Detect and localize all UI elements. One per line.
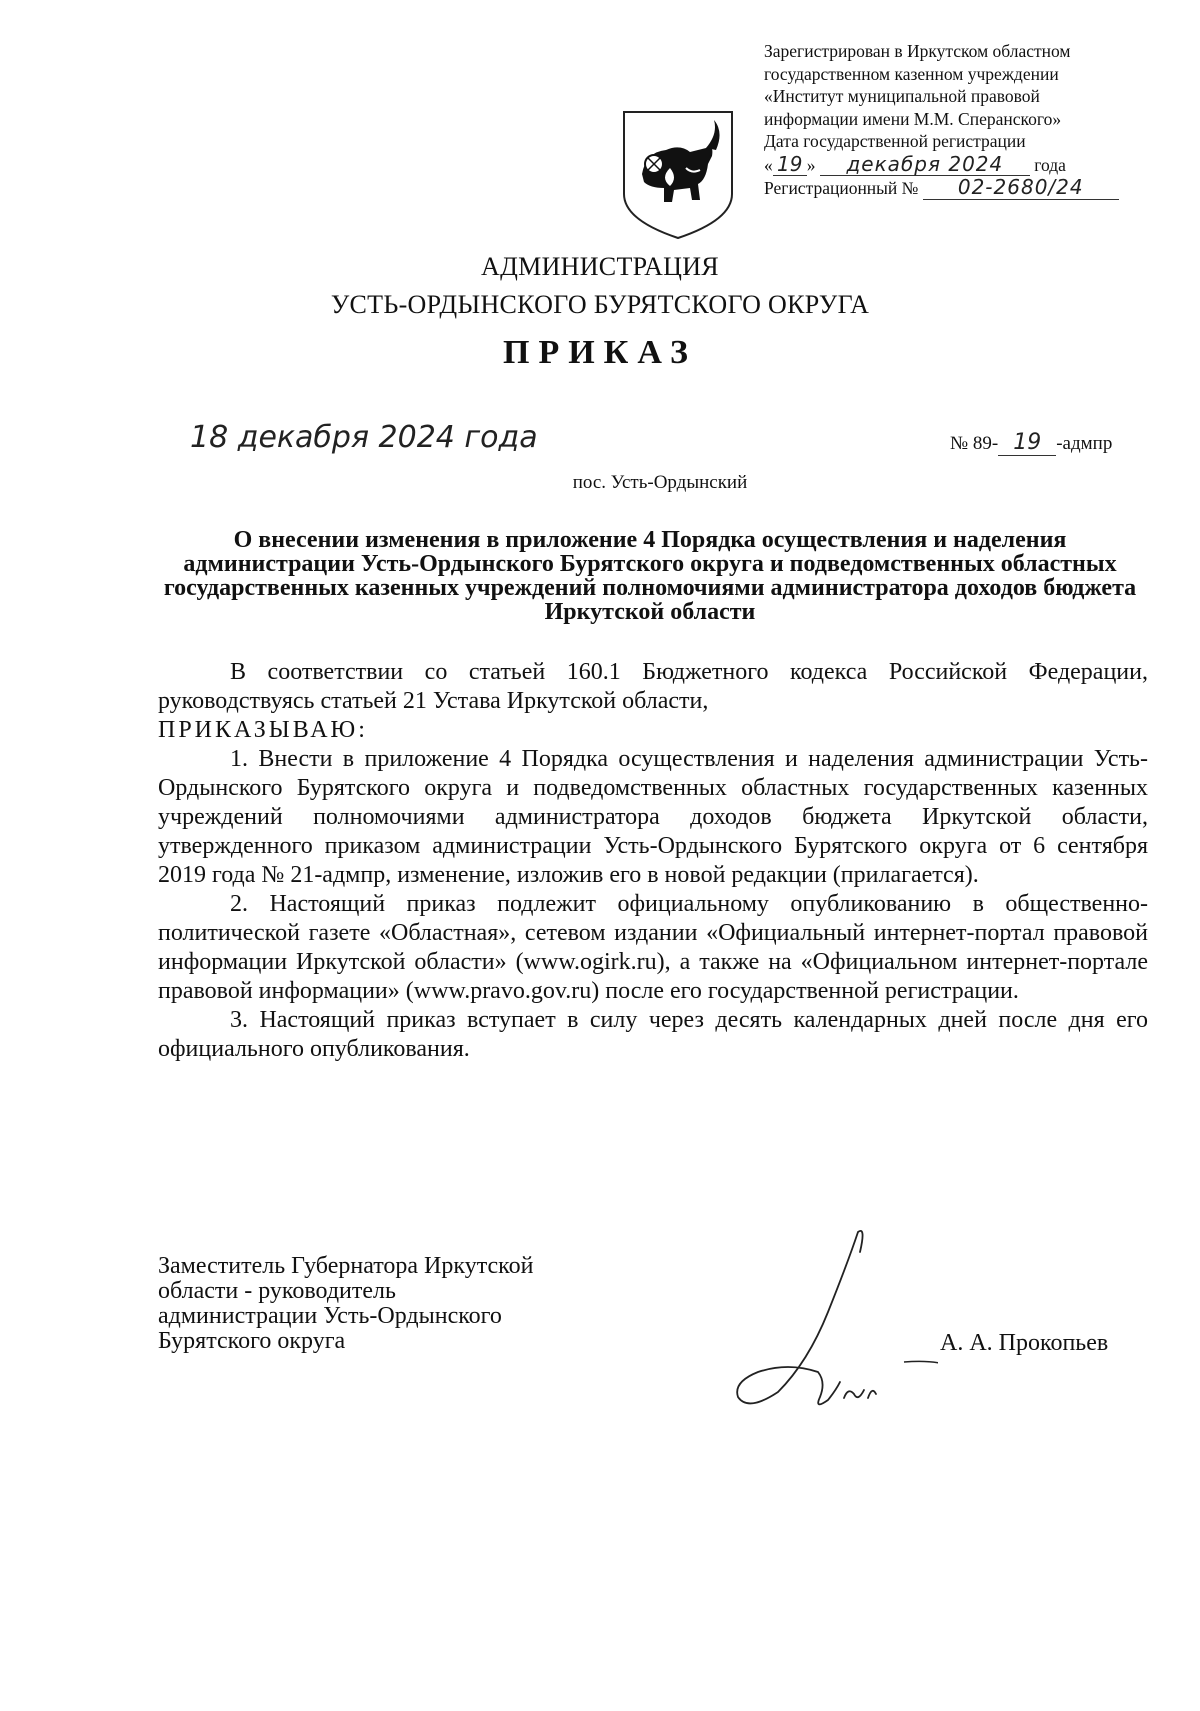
order-body bbox=[158, 658, 1148, 1064]
order-number-prefix: № 89- bbox=[950, 433, 999, 454]
order-item-3: 3. Настоящий приказ вступает в силу через десять календарных дней после дня его официального опубликования. bbox=[158, 1007, 1148, 1062]
registration-number-row bbox=[764, 176, 1164, 200]
position-line: Заместитель Губернатора Иркутской bbox=[158, 1253, 534, 1279]
order-number-suffix: -адмпр bbox=[1056, 433, 1113, 454]
order-item-2: 2. Настоящий приказ подлежит официальному опубликованию в общественно-политической газете «Областная», сетевом издании «Официальный интернет-портал правовой информации Иркутской области» (www.ogirk.ru), а также на «Официальном интернет-портале правовой информации» (www.pravo.gov.ru) после его государственной регистрации. bbox=[158, 891, 1148, 1004]
registration-stamp bbox=[764, 40, 1164, 200]
position-line: Бурятского округа bbox=[158, 1328, 346, 1354]
registration-line: «Институт муниципальной правовой bbox=[764, 86, 1040, 106]
order-word: ПРИКАЗЫВАЮ: bbox=[158, 717, 368, 743]
signatory-name: А. А. Прокопьев bbox=[940, 1330, 1109, 1356]
registration-line: Дата государственной регистрации bbox=[764, 131, 1026, 151]
intro-paragraph: В соответствии со статьей 160.1 Бюджетного кодекса Российской Федерации, руководствуясь статьей 21 Устава Иркутской области, bbox=[158, 659, 1148, 714]
order-item-1: 1. Внести в приложение 4 Порядка осуществления и наделения администрации Усть-Ордынского Бурятского округа и подведомственных областных государственных казенных учреждений полномочиями администратора доходов бюджета Иркутской области, утвержденного приказом администрации Усть-Ордынского Бурятского округа от 6 сентября 2019 года № 21-адмпр, изменение, изложив его в новой редакции (прилагается). bbox=[158, 746, 1148, 888]
signatory-position bbox=[158, 1254, 533, 1354]
registration-year-word: года bbox=[1034, 154, 1066, 175]
registration-number: 02-2680/24 bbox=[923, 176, 1119, 200]
order-subject: О внесении изменения в приложение 4 Порядка осуществления и наделения администрации Усть-Ордынского Бурятского округа и подведомственных областных государственных казенных учреждений полномочиями администратора доходов бюджета Иркутской области bbox=[163, 527, 1137, 625]
registration-month-year: декабря 2024 bbox=[820, 153, 1030, 177]
coat-of-arms-icon bbox=[620, 108, 736, 242]
registration-line: информации имени М.М. Сперанского» bbox=[764, 108, 1062, 129]
order-date: 18 декабря 2024 года bbox=[190, 420, 538, 455]
position-line: администрации Усть-Ордынского bbox=[158, 1303, 502, 1329]
org-name-line1: АДМИНИСТРАЦИЯ bbox=[481, 252, 719, 281]
quote-close: » bbox=[806, 154, 816, 175]
registration-number-label: Регистрационный № bbox=[764, 178, 919, 198]
registration-line: Зарегистрирован в Иркутском областном bbox=[764, 41, 1071, 61]
order-place: пос. Усть-Ордынский bbox=[572, 472, 748, 493]
order-number bbox=[950, 430, 1112, 456]
registration-line: государственном казенном учреждении bbox=[764, 63, 1059, 84]
quote-open: « bbox=[764, 154, 773, 175]
registration-day: 19 bbox=[773, 153, 807, 177]
document-title: ПРИКАЗ bbox=[503, 334, 697, 371]
position-line: области - руководитель bbox=[158, 1278, 396, 1304]
order-number-handwritten: 19 bbox=[998, 430, 1056, 456]
org-name-line2: УСТЬ-ОРДЫНСКОГО БУРЯТСКОГО ОКРУГА bbox=[330, 290, 870, 319]
registration-date bbox=[764, 153, 1164, 177]
handwritten-signature bbox=[708, 1222, 938, 1422]
